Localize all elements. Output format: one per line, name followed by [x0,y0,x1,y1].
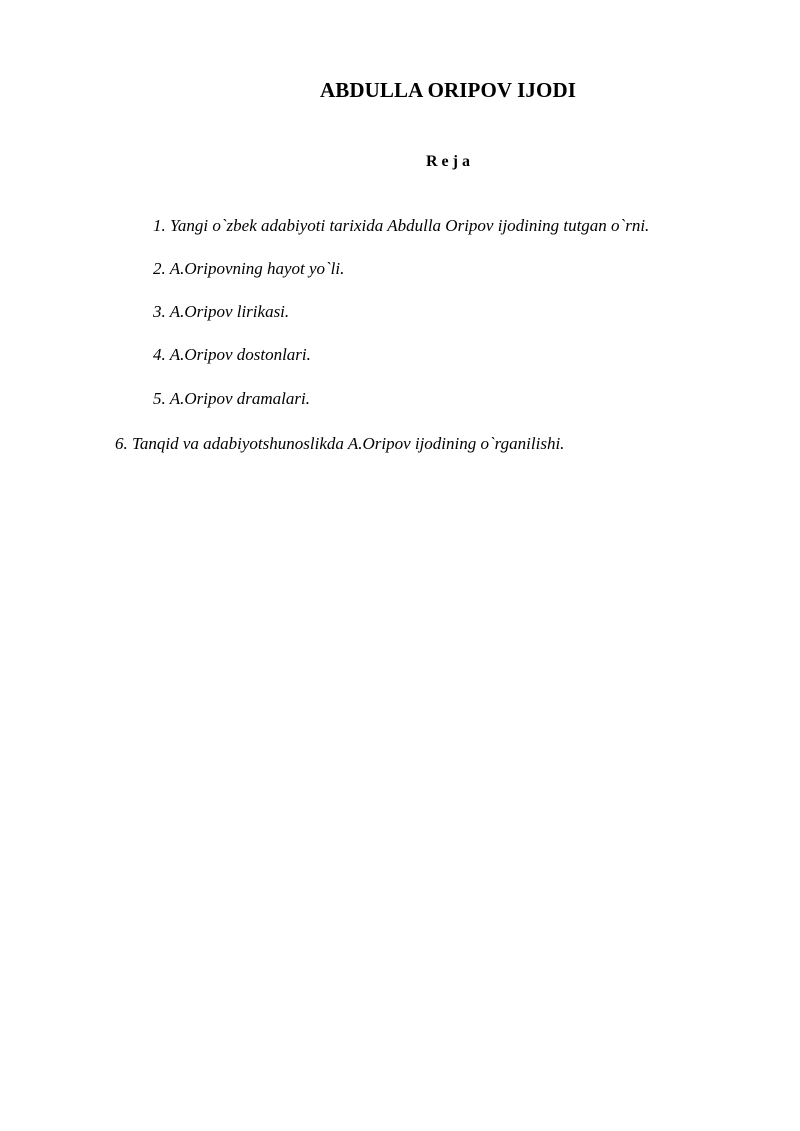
plan-item: 5. A.Oripov dramalari. [153,389,310,408]
plan-item: 2. A.Oripovning hayot yo`li. [153,259,345,278]
plan-item: 1. Yangi o`zbek adabiyoti tarixida Abdulla Oripov ijodining tutgan o`rni. [153,216,650,235]
plan-item: 4. A.Oripov dostonlari. [153,345,311,364]
plan-heading: R e j a [426,153,470,170]
page-title: ABDULLA ORIPOV IJODI [320,78,576,102]
plan-item: 3. A.Oripov lirikasi. [153,302,290,321]
plan-item: 6. Tanqid va adabiyotshunoslikda A.Oripov ijodining o`rganilishi. [115,434,565,453]
